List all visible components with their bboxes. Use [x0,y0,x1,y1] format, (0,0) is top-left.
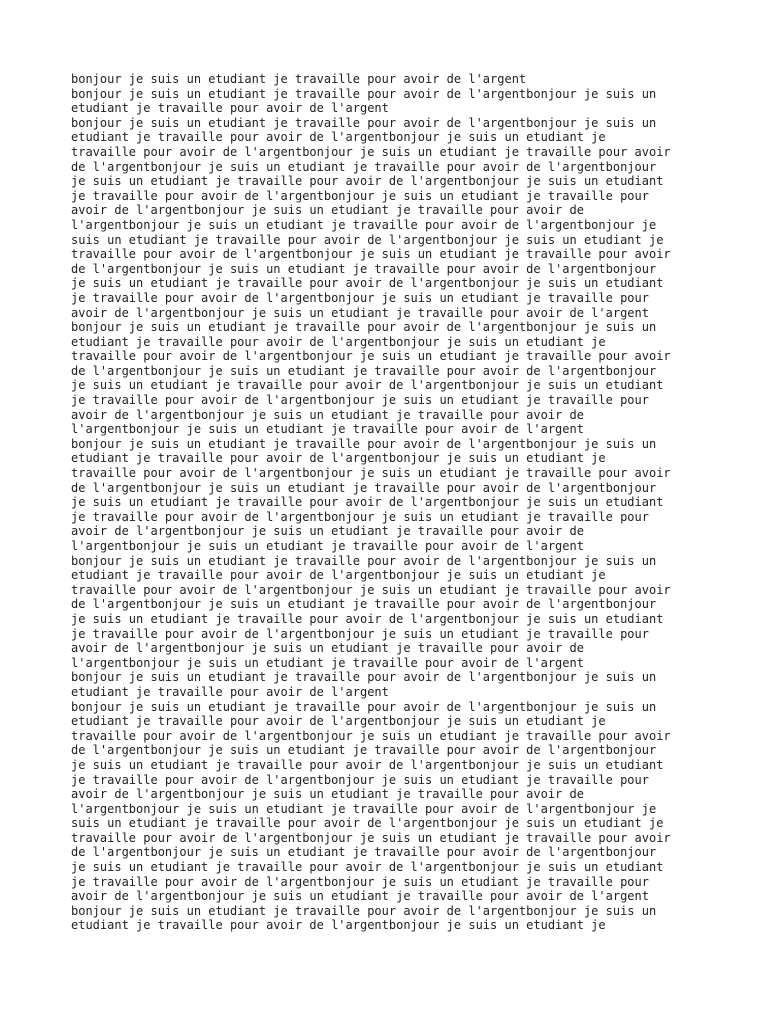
text-line: etudiant je travaille pour avoir de l'argentbonjour je suis un etudiant je [71,334,606,349]
text-line: bonjour je suis un etudiant je travaille pour avoir de l'argentbonjour je suis un [71,903,657,918]
text-line: l'argentbonjour je suis un etudiant je travaille pour avoir de l'argentbonjour je [71,217,657,232]
text-line: suis un etudiant je travaille pour avoir de l'argentbonjour je suis un etudiant je [71,232,664,247]
text-line: bonjour je suis un etudiant je travaille pour avoir de l'argentbonjour je suis un [71,436,657,451]
text-line: etudiant je travaille pour avoir de l'argentbonjour je suis un etudiant je [71,451,606,466]
text-line: bonjour je suis un etudiant je travaille pour avoir de l'argentbonjour je suis un [71,320,657,335]
text-line: je travaille pour avoir de l'argentbonjour je suis un etudiant je travaille pour [71,188,649,203]
text-line: travaille pour avoir de l'argentbonjour je suis un etudiant je travaille pour avoir [71,728,671,743]
text-line: travaille pour avoir de l'argentbonjour je suis un etudiant je travaille pour avoir [71,247,671,262]
text-line: bonjour je suis un etudiant je travaille pour avoir de l'argentbonjour je suis un [71,553,657,568]
text-line: de l'argentbonjour je suis un etudiant je travaille pour avoir de l'argentbonjour [71,159,657,174]
text-line: bonjour je suis un etudiant je travaille pour avoir de l'argentbonjour je suis un [71,699,657,714]
text-line: travaille pour avoir de l'argentbonjour je suis un etudiant je travaille pour avoir [71,349,671,364]
text-line: je travaille pour avoir de l'argentbonjour je suis un etudiant je travaille pour [71,626,649,641]
text-line: bonjour je suis un etudiant je travaille pour avoir de l'argentbonjour je suis un [71,115,657,130]
text-line: l'argentbonjour je suis un etudiant je travaille pour avoir de l'argent [71,422,584,437]
text-line: etudiant je travaille pour avoir de l'argentbonjour je suis un etudiant je [71,568,606,583]
text-line: de l'argentbonjour je suis un etudiant je travaille pour avoir de l'argentbonjour [71,845,657,860]
text-line: travaille pour avoir de l'argentbonjour je suis un etudiant je travaille pour avoir [71,830,671,845]
text-line: je travaille pour avoir de l'argentbonjour je suis un etudiant je travaille pour [71,290,649,305]
text-line: je suis un etudiant je travaille pour avoir de l'argentbonjour je suis un etudiant [71,378,664,393]
text-line: je suis un etudiant je travaille pour avoir de l'argentbonjour je suis un etudiant [71,860,664,875]
text-line: je travaille pour avoir de l'argentbonjour je suis un etudiant je travaille pour [71,874,649,889]
text-line: travaille pour avoir de l'argentbonjour je suis un etudiant je travaille pour avoir [71,582,671,597]
text-line: je travaille pour avoir de l'argentbonjour je suis un etudiant je travaille pour [71,509,649,524]
text-line: l'argentbonjour je suis un etudiant je travaille pour avoir de l'argentbonjour je [71,801,657,816]
document-text [71,72,711,933]
text-line: travaille pour avoir de l'argentbonjour je suis un etudiant je travaille pour avoir [71,144,671,159]
text-line: de l'argentbonjour je suis un etudiant je travaille pour avoir de l'argentbonjour [71,363,657,378]
text-line: je travaille pour avoir de l'argentbonjour je suis un etudiant je travaille pour [71,393,649,408]
text-line: avoir de l'argentbonjour je suis un etudiant je travaille pour avoir de [71,641,584,656]
text-line: avoir de l'argentbonjour je suis un etudiant je travaille pour avoir de [71,407,584,422]
text-line: de l'argentbonjour je suis un etudiant je travaille pour avoir de l'argentbonjour [71,743,657,758]
text-line: travaille pour avoir de l'argentbonjour je suis un etudiant je travaille pour avoir [71,466,671,481]
text-line: je suis un etudiant je travaille pour avoir de l'argentbonjour je suis un etudiant [71,174,664,189]
text-line: l'argentbonjour je suis un etudiant je travaille pour avoir de l'argent [71,539,584,553]
text-line: je suis un etudiant je travaille pour avoir de l'argentbonjour je suis un etudiant [71,611,664,626]
text-line: suis un etudiant je travaille pour avoir de l'argentbonjour je suis un etudiant je [71,816,664,831]
text-line: etudiant je travaille pour avoir de l'argentbonjour je suis un etudiant je [71,918,606,933]
text-line: l'argentbonjour je suis un etudiant je travaille pour avoir de l'argent [71,655,584,670]
text-line: avoir de l'argentbonjour je suis un etudiant je travaille pour avoir de [71,203,584,218]
text-line: etudiant je travaille pour avoir de l'argentbonjour je suis un etudiant je [71,714,606,729]
text-line: avoir de l'argentbonjour je suis un etudiant je travaille pour avoir de l'argent [71,305,649,320]
text-line: bonjour je suis un etudiant je travaille pour avoir de l'argentbonjour je suis un [71,86,657,101]
text-line: avoir de l'argentbonjour je suis un etudiant je travaille pour avoir de l'argent [71,889,649,904]
text-line: je suis un etudiant je travaille pour avoir de l'argentbonjour je suis un etudiant [71,276,664,291]
text-line: bonjour je suis un etudiant je travaille pour avoir de l'argent [71,72,527,86]
text-line: je suis un etudiant je travaille pour avoir de l'argentbonjour je suis un etudiant [71,757,664,772]
text-line: etudiant je travaille pour avoir de l'argent [71,101,389,116]
text-line: bonjour je suis un etudiant je travaille pour avoir de l'argentbonjour je suis un [71,670,657,685]
text-line: de l'argentbonjour je suis un etudiant je travaille pour avoir de l'argentbonjour [71,261,657,276]
text-line: de l'argentbonjour je suis un etudiant je travaille pour avoir de l'argentbonjour [71,597,657,612]
text-line: avoir de l'argentbonjour je suis un etudiant je travaille pour avoir de [71,524,584,539]
text-line: avoir de l'argentbonjour je suis un etudiant je travaille pour avoir de [71,787,584,802]
text-line: je suis un etudiant je travaille pour avoir de l'argentbonjour je suis un etudiant [71,495,664,510]
text-line: etudiant je travaille pour avoir de l'argent [71,684,389,699]
text-line: je travaille pour avoir de l'argentbonjour je suis un etudiant je travaille pour [71,772,649,787]
text-line: etudiant je travaille pour avoir de l'argentbonjour je suis un etudiant je [71,130,606,145]
text-line: de l'argentbonjour je suis un etudiant je travaille pour avoir de l'argentbonjour [71,480,657,495]
